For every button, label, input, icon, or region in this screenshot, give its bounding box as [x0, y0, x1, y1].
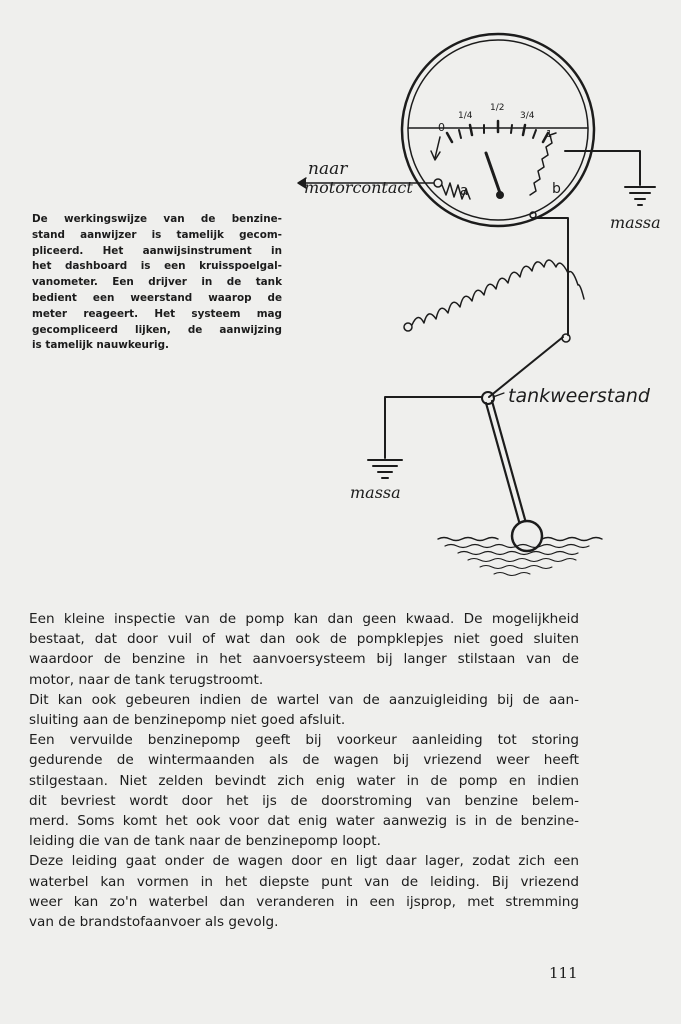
caption-line: pliceerd. Het aanwijsinstrument in [32, 244, 282, 257]
body-line: Deze leiding gaat onder de wagen door en ligt daar lager, zodat zich een [29, 853, 579, 870]
scale-label-half: 1/2 [490, 103, 505, 113]
body-line: weer kan zo'n waterbel dan veranderen in een ijsprop, met stremming [29, 893, 579, 910]
tick-quarter [470, 125, 472, 135]
body-line: waardoor de benzine in het aanvoersysteem bij langer stilstaan van de [29, 651, 579, 668]
tick-0 [447, 133, 452, 142]
label-a: a [460, 183, 469, 199]
needle-pivot [497, 192, 503, 198]
gauge-needle [486, 153, 500, 193]
caption-line: is tamelijk nauwkeurig. [32, 339, 169, 352]
figure-caption [32, 212, 282, 354]
liquid-wave [438, 538, 498, 541]
fuel-gauge-diagram [280, 25, 680, 585]
body-line: gedurende de wintermaanden als de wagen bij vriezend weer heeft [29, 752, 579, 769]
caption-line: De werkingswijze van de benzine- [32, 213, 282, 225]
label-massa-bottom: massa [350, 483, 401, 502]
body-line: dit bevriest wordt door het ijs de doorstroming van benzine belem- [29, 792, 579, 809]
tank-resistor-coil [412, 260, 584, 325]
label-naar: naar [308, 159, 348, 179]
caption-line: bedient een weerstand waarop de [32, 291, 282, 304]
body-line: Een kleine inspectie van de pomp kan dan geen kwaad. De mogelijkheid [29, 611, 579, 627]
scale-label-quarter: 1/4 [458, 111, 473, 121]
body-line: sluiting aan de benzinepomp niet goed afsluit. [29, 712, 346, 729]
body-line: bestaat, dat door vuil of wat dan ook de pompklepjes niet goed sluiten [29, 631, 579, 648]
caption-line: vanometer. Een drijver in de tank [32, 276, 282, 289]
label-tankweerstand: tankweerstand [508, 385, 650, 407]
page-number: 111 [549, 964, 578, 982]
scale-label-three-quarter: 3/4 [520, 111, 535, 121]
diagram-drawing [280, 25, 680, 585]
body-line: Een vervuilde benzinepomp geeft bij voorkeur aanleiding tot storing [29, 732, 579, 749]
label-b: b [552, 181, 561, 197]
caption-line: gecompliceerd lijken, de aanwijzing [32, 323, 282, 336]
scale-label-1: 1 [546, 129, 553, 140]
wire-down [533, 218, 568, 335]
body-line: stilgestaan. Niet zelden bevindt zich enig water in de pomp en indien [29, 772, 579, 789]
scale-label-0: 0 [438, 121, 445, 134]
body-text [29, 609, 579, 932]
terminal-a [434, 179, 442, 187]
float-rod-2 [492, 401, 526, 523]
float-rod-1 [486, 403, 520, 525]
caption-line: het dashboard is een kruisspoelgal- [32, 260, 282, 273]
tick-minor [511, 125, 512, 133]
tick-minor [459, 130, 461, 138]
body-line: Dit kan ook gebeuren indien de wartel van de aanzuigleiding bij de aan- [29, 691, 579, 708]
body-line: merd. Soms komt het ook voor dat enig water aanwezig is in de benzine- [29, 813, 579, 830]
label-motorcontact: motorcontact [304, 178, 413, 197]
caption-line: meter reageert. Het systeem mag [32, 307, 282, 320]
label-massa-top: massa [610, 213, 661, 232]
resistor-end [404, 323, 412, 331]
body-line: waterbel kan vormen in het diepste punt van de leiding. Bij vriezend [29, 873, 579, 890]
body-line: van de brandstofaanvoer als gevolg. [29, 914, 279, 931]
tick-minor [533, 130, 536, 138]
caption-line: stand aanwijzer is tamelijk gecom- [32, 228, 282, 241]
ground-wire-top [565, 151, 640, 185]
tick-three-quarter [523, 125, 525, 135]
body-line: leiding die van de tank naar de benzinepomp loopt. [29, 833, 381, 850]
body-line: motor, naar de tank terugstroomt. [29, 671, 264, 688]
ground-wire-bottom [385, 397, 482, 458]
